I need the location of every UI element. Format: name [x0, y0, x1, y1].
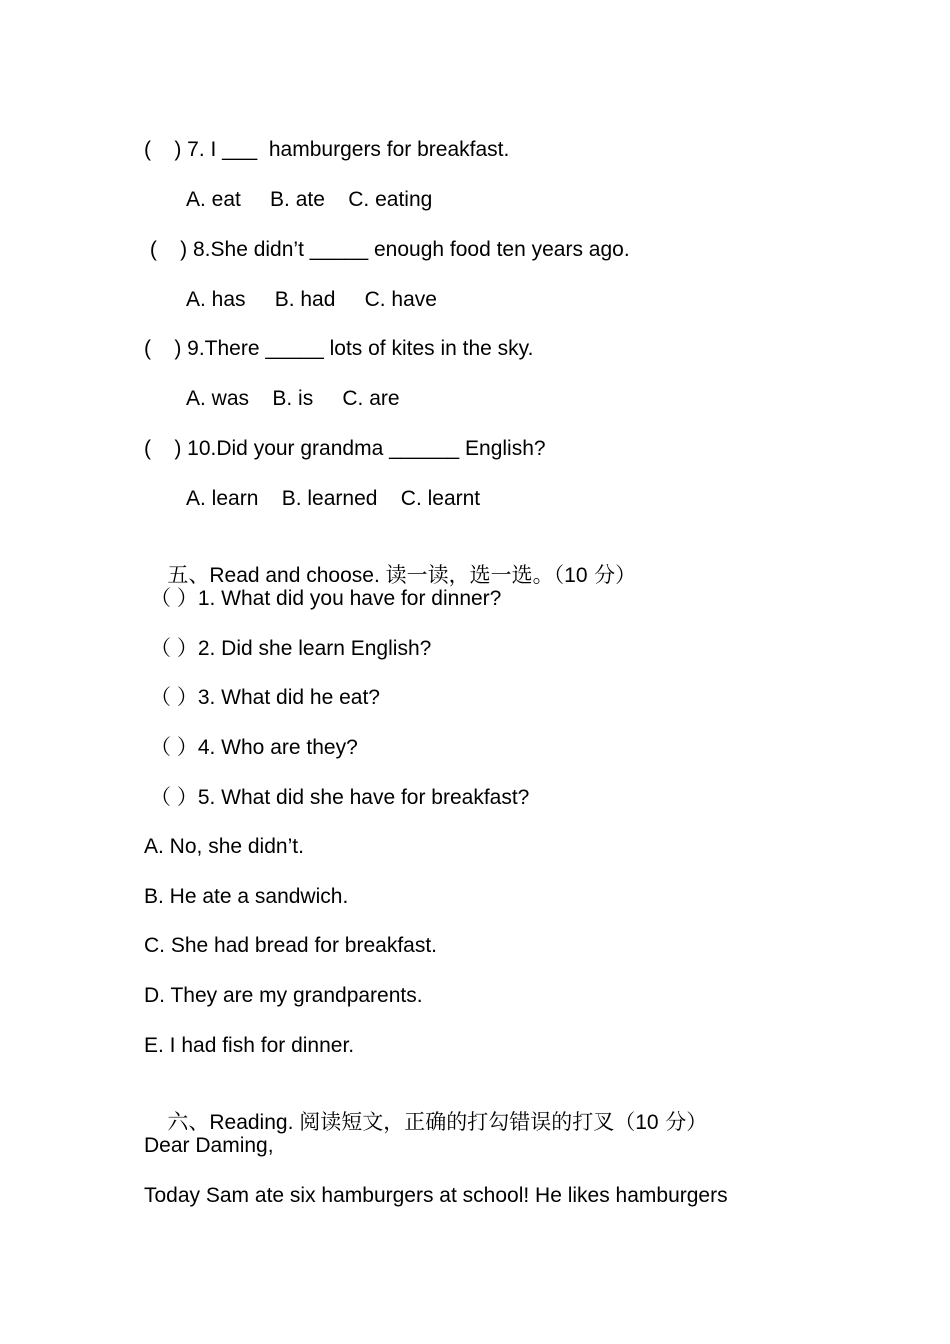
section-5-answer-e: E. I had fish for dinner.: [144, 1034, 355, 1057]
letter-body-line-1: Today Sam ate six hamburgers at school! He likes hamburgers: [144, 1184, 728, 1207]
section-5-heading: [144, 536, 637, 587]
section-5-answer-b: B. He ate a sandwich.: [144, 885, 349, 908]
question-8-options: A. has B. had C. have: [186, 288, 437, 311]
section-5-answer-c: C. She had bread for breakfast.: [144, 934, 438, 957]
section-5-title-en: Read and choose.: [209, 564, 386, 587]
section-5-number: 五、: [167, 563, 210, 587]
question-10-options: A. learn B. learned C. learnt: [186, 487, 481, 510]
section-6-score-suffix: 分）: [658, 1110, 708, 1134]
question-9-stem: ( ) 9.There _____ lots of kites in the sky.: [144, 337, 534, 360]
section-5-title-cn: 读一读，选一选。（: [385, 563, 565, 587]
section-6-title-en: Reading.: [209, 1111, 300, 1134]
section-5-answer-a: A. No, she didn’t.: [144, 835, 304, 858]
section-5-item-1: （ ）1. What did you have for dinner?: [150, 587, 502, 610]
section-6-title-cn: 阅读短文，正确的打勾错误的打叉（: [299, 1110, 636, 1134]
question-8-stem: ( ) 8.She didn’t _____ enough food ten years ago.: [144, 238, 630, 261]
section-6-score: 10: [635, 1111, 659, 1134]
question-7-stem: ( ) 7. I ___ hamburgers for breakfast.: [144, 138, 510, 161]
question-10-stem: ( ) 10.Did your grandma ______ English?: [144, 437, 546, 460]
section-5-item-3: （ ）3. What did he eat?: [150, 686, 380, 709]
section-5-item-2: （ ）2. Did she learn English?: [150, 637, 432, 660]
section-5-score: 10: [564, 564, 588, 587]
question-9-options: A. was B. is C. are: [186, 387, 400, 410]
section-5-score-suffix: 分）: [587, 563, 637, 587]
question-7-options: A. eat B. ate C. eating: [186, 188, 433, 211]
section-5-item-4: （ ）4. Who are they?: [150, 736, 358, 759]
letter-greeting: Dear Daming,: [144, 1134, 274, 1157]
section-5-item-5: （ ）5. What did she have for breakfast?: [150, 786, 530, 809]
section-5-answer-d: D. They are my grandparents.: [144, 984, 423, 1007]
section-6-number: 六、: [167, 1110, 210, 1134]
section-6-heading: [144, 1083, 708, 1134]
